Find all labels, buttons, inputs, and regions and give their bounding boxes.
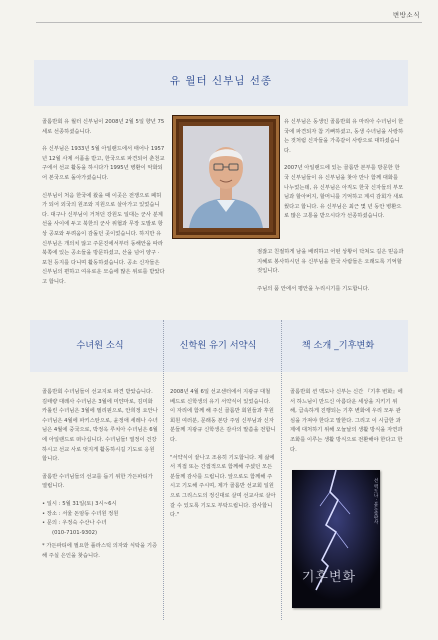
portrait-figure xyxy=(183,126,269,228)
portrait-image xyxy=(183,126,269,228)
list-item: • 일시 : 5월 31일(토) 3시~6시 xyxy=(42,500,117,507)
header-rule xyxy=(36,22,422,23)
section-title-workshop: 신학원 유기 서약식 xyxy=(179,340,257,351)
article-paragraph: 유 신부님은 동생인 골롬반회 유 마리아 수녀님이 한국에 파견되자 참 기뻐하셨고, 동생 수녀님을 사랑하는 것처럼 신자들을 가족같이 사랑으로 대하셨습니다. xyxy=(284,119,404,154)
lightning-icon xyxy=(292,470,380,608)
nuns-note: * 가든파티에 필요한 플라스틱 의자와 식탁을 기증해 주실 은인을 찾습니다. xyxy=(42,543,158,559)
book-intro xyxy=(290,388,404,463)
book-cover-side: 션 맥도나 · 분도출판사 xyxy=(373,478,378,525)
article-right-column xyxy=(284,118,404,230)
list-item: • 문의 : 우정숙 수산나 수녀 xyxy=(42,520,107,527)
article-paragraph: 점잖고 친절하게 남을 배려하고 어떤 상황이 닥쳐도 길은 믿음과 지혜로 봉사하시던 유 신부님을 한국 사람들은 오래도록 기억할 것입니다. xyxy=(257,249,404,275)
workshop-paragraph: 2008년 4월 6일 선교센터에서 지광규 대철 베드로 신학생의 유기 서약식이 있었습니다. 이 자리에 함께 해 주신 골롬반 회원들과 후원회원 여러분, 문래동 본당 주임 신부님과 신자 분들께 지광규 신학생은 감사의 말씀을 전합니다. xyxy=(170,389,276,443)
workshop-quote: "서약식이 끝나고 조용히 기도합니다. 제 삶에서 직접 또는 간접적으로 함께해 주셨던 모든 분들께 감사를 드립니다. 앞으로도 함께해 주시고 기도해 주시며, 제가 골롬반 선교회 일원으로 그리스도의 정신대로 살며 선교사로 살아갈 수 있도록 기도도 부탁드립니다. 감사합니다." xyxy=(170,454,276,519)
section-title-book: 책 소개 _기후변화 xyxy=(301,340,375,351)
nuns-news xyxy=(42,388,158,570)
nuns-paragraph: 골롬반 수녀님들의 선교를 돕기 위한 가든파티가 열립니다. xyxy=(42,473,153,490)
book-cover-title: 기후변화 xyxy=(301,570,357,585)
title-banner xyxy=(34,60,408,106)
article-left-column xyxy=(42,118,165,296)
garden-party-info xyxy=(42,500,158,538)
book-cover xyxy=(292,470,380,608)
list-item: • 장소 : 서울 돈암동 수녀원 정원 xyxy=(42,510,119,517)
article-paragraph: 2007년 아일랜드에 있는 골롬반 본부를 방문한 한국 신부님들이 유 신부님을 찾아 만나 함께 대화를 나누었는데, 유 신부님은 아직도 한국 신자들의 부모님과 할아버지, 할머니를 기억하고 계셔 감회가 새로웠다고 합니다. 유 신부님은 최근 몇 년 동안 병환으로 많은 고통을 받으시다가 선종하셨습니다. xyxy=(284,165,404,220)
book-paragraph: 골롬반회 션 맥도나 신부는 신간 『기후 변화』에서 하느님이 만드신 아름다운 세상을 지키기 위해, 급속하게 진행되는 기후 변화에 우리 모두 관심을 가져야 한다고 말한다. 그리고 이 시급한 과제에 대처하기 위해 오늘날의 생활 방식을 자연과 조화를 이루는 생활 방식으로 전환해야 한다고 한다. xyxy=(290,389,403,453)
article-paragraph: 주님의 품 안에서 평안을 누리시기를 기도합니다. xyxy=(257,285,370,292)
section-title-nuns: 수녀원 소식 xyxy=(76,340,124,351)
priest-portrait xyxy=(172,115,280,239)
list-item: (010-7101-9302) xyxy=(52,529,98,536)
article-paragraph: 신부님이 처음 한국에 왔을 때 이곳은 전쟁으로 폐허가 되어 외국의 원조와 지원으로 살아가고 있었습니다. 대구나 신부님이 거처던 강원도 일대는 군사 분계선을 사이에 두고 북한의 군사 위협과 무장 도발로 항상 공포와 두려움이 감돌던 곳이었습니다. 하지만 유 신부님은 개의치 않고 주문진에서부터 동해안을 따라 북쪽에 있는 공소들을 방문하셨고, 산을 넘어 양구 · 포천 등지를 다니며 활동하셨습니다. 공소 신자들은 신부님의 편하고 여유로운 모습에 많은 위로를 받았다고 합니다. xyxy=(42,192,165,285)
workshop-news xyxy=(170,388,276,529)
nuns-paragraph: 골롬반회 수녀님들이 선교지로 파견 받았습니다. 김태량 대레사 수녀님은 3월에 미얀마로, 김미화 카롤린 수녀님은 3월에 필리핀으로, 안희정 요안나 수녀님은 4월에 파키스탄으로, 윤정애 세레나 수녀님은 4월에 중국으로, 박정옥 루치아 수녀님은 6월에 아일랜드로 떠나십니다. 수녀님들! 열정이 건강하시고 선교 사로 멋지게 활동하시길 기도로 응원합니다. xyxy=(42,389,158,463)
column-divider xyxy=(163,320,164,620)
article-paragraph: 유 신부님은 1933년 5월 아일랜드에서 태어나 1957년 12월 사제 서품을 받고, 한국으로 파견되어 춘천교구에서 선교 활동을 하시다가 1995년 병환이 악화되어 본국으로 돌아가셨습니다. xyxy=(42,146,165,181)
article-closing xyxy=(257,248,405,302)
header-section-label: 변방소식 xyxy=(392,11,420,19)
article-paragraph: 골롬반회 유 월터 신부님이 2008년 2월 5일 향년 75세로 선종하셨습니다. xyxy=(42,119,165,135)
column-divider xyxy=(281,320,282,620)
page-title: 유 월터 신부님 선종 xyxy=(169,75,273,87)
